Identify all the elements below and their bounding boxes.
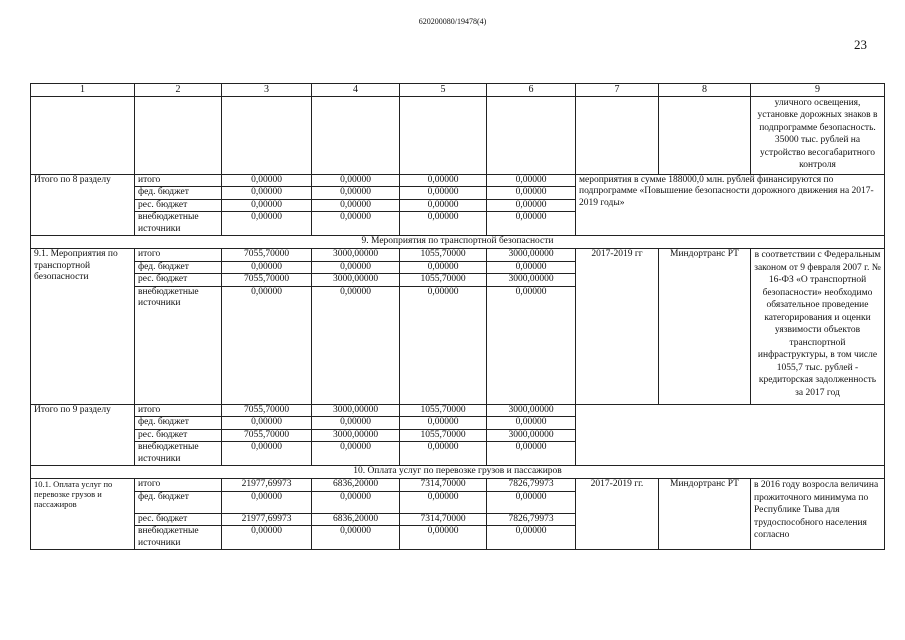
value-cell: 0,00000 (312, 187, 400, 200)
value-cell: 0,00000 (400, 187, 487, 200)
value-cell: 7055,70000 (222, 274, 312, 287)
value-cell: 0,00000 (487, 174, 576, 187)
header-cell: 8 (659, 84, 751, 97)
value-cell: 0,00000 (222, 491, 312, 513)
value-cell: 7314,70000 (400, 513, 487, 526)
value-cell: 0,00000 (312, 286, 400, 404)
value-cell: 0,00000 (222, 442, 312, 466)
section10-title: 10. Оплата услуг по перевозке грузов и пассажиров (31, 466, 885, 479)
table-row (31, 479, 885, 492)
value-cell: 0,00000 (312, 174, 400, 187)
header-cell: 1 (31, 84, 135, 97)
source-cell: внебюджетные источники (135, 442, 222, 466)
executor-cell: Миндортранс РТ (659, 479, 751, 550)
value-cell: 0,00000 (400, 417, 487, 430)
value-cell: 0,00000 (222, 261, 312, 274)
value-cell: 0,00000 (400, 286, 487, 404)
continuation-note: уличного освещения, установке дорожных знаков в подпрограмме безопасность. 35000 тыс. рублей на устройство весогабаритного контроля (751, 96, 885, 174)
value-cell: 3000,00000 (312, 404, 400, 417)
value-cell: 7055,70000 (222, 249, 312, 262)
value-cell: 0,00000 (312, 199, 400, 212)
value-cell: 0,00000 (312, 491, 400, 513)
source-cell: фед. бюджет (135, 187, 222, 200)
value-cell: 6836,20000 (312, 513, 400, 526)
value-cell: 3000,00000 (312, 429, 400, 442)
section-row (31, 466, 885, 479)
source-cell: рес. бюджет (135, 274, 222, 287)
value-cell: 3000,00000 (312, 249, 400, 262)
measure-label: 9.1. Мероприятия по транспортной безопасности (31, 249, 135, 405)
table-row (31, 174, 885, 187)
value-cell: 0,00000 (222, 526, 312, 550)
source-cell: внебюджетные источники (135, 526, 222, 550)
source-cell: рес. бюджет (135, 429, 222, 442)
measure-label: 10.1. Оплата услуг по перевозке грузов и пассажиров (31, 479, 135, 550)
header-row (31, 84, 885, 97)
value-cell: 0,00000 (222, 286, 312, 404)
budget-table (30, 83, 885, 550)
value-cell: 3000,00000 (487, 249, 576, 262)
value-cell: 0,00000 (222, 187, 312, 200)
value-cell: 0,00000 (222, 212, 312, 236)
value-cell: 0,00000 (400, 199, 487, 212)
value-cell: 0,00000 (222, 199, 312, 212)
document-id: 620200080/19478(4) (418, 17, 487, 26)
value-cell: 21977,69973 (222, 479, 312, 492)
header-cell: 4 (312, 84, 400, 97)
header-cell: 3 (222, 84, 312, 97)
source-cell: фед. бюджет (135, 491, 222, 513)
source-cell: итого (135, 404, 222, 417)
source-cell: итого (135, 249, 222, 262)
source-cell: рес. бюджет (135, 513, 222, 526)
measure-note: в 2016 году возросла величина прожиточного минимума по Республике Тыва для трудоспособного населения согласно (751, 479, 885, 550)
value-cell: 3000,00000 (487, 274, 576, 287)
value-cell: 6836,20000 (312, 479, 400, 492)
source-cell: фед. бюджет (135, 417, 222, 430)
header-cell: 9 (751, 84, 885, 97)
value-cell: 0,00000 (222, 174, 312, 187)
value-cell: 0,00000 (400, 442, 487, 466)
value-cell: 1055,70000 (400, 429, 487, 442)
source-cell: рес. бюджет (135, 199, 222, 212)
value-cell: 0,00000 (487, 261, 576, 274)
total8-note: мероприятия в сумме 188000,0 млн. рублей финансируются по подпрограмме «Повышение безопасности дорожного движения на 2017-2019 годы» (576, 174, 885, 236)
value-cell: 0,00000 (222, 417, 312, 430)
value-cell: 0,00000 (400, 491, 487, 513)
source-cell: фед. бюджет (135, 261, 222, 274)
value-cell: 0,00000 (400, 526, 487, 550)
value-cell: 0,00000 (312, 212, 400, 236)
value-cell: 0,00000 (312, 526, 400, 550)
value-cell: 3000,00000 (312, 274, 400, 287)
measure-note: в соответствии с Федеральным законом от 9 февраля 2007 г. № 16-ФЗ «О транспортной безопасности» необходимо обязательное проведение категорирования и оценки уязвимости объектов транспортной инфраструктуры, в том числе 1055,7 тыс. рублей - кредиторская задолженность за 2017 год (751, 249, 885, 405)
value-cell: 7826,79973 (487, 479, 576, 492)
period-cell: 2017-2019 гг (576, 249, 659, 405)
header-cell: 6 (487, 84, 576, 97)
value-cell: 7314,70000 (400, 479, 487, 492)
value-cell: 0,00000 (400, 174, 487, 187)
page-number: 23 (854, 37, 867, 52)
value-cell: 0,00000 (487, 526, 576, 550)
value-cell: 0,00000 (487, 286, 576, 404)
value-cell: 0,00000 (487, 491, 576, 513)
value-cell: 7055,70000 (222, 404, 312, 417)
value-cell: 1055,70000 (400, 274, 487, 287)
value-cell: 7826,79973 (487, 513, 576, 526)
header-cell: 5 (400, 84, 487, 97)
value-cell: 0,00000 (487, 417, 576, 430)
total9-label: Итого по 9 разделу (31, 404, 135, 466)
header-cell: 7 (576, 84, 659, 97)
total8-label: Итого по 8 разделу (31, 174, 135, 236)
section-row (31, 236, 885, 249)
table-row (31, 249, 885, 262)
value-cell: 1055,70000 (400, 404, 487, 417)
value-cell: 0,00000 (312, 261, 400, 274)
value-cell: 0,00000 (487, 199, 576, 212)
value-cell: 0,00000 (400, 212, 487, 236)
value-cell: 0,00000 (312, 442, 400, 466)
value-cell: 0,00000 (487, 212, 576, 236)
table-row (31, 404, 885, 417)
section9-title: 9. Мероприятия по транспортной безопасности (31, 236, 885, 249)
value-cell: 1055,70000 (400, 249, 487, 262)
executor-cell: Миндортранс РТ (659, 249, 751, 405)
value-cell: 21977,69973 (222, 513, 312, 526)
period-cell: 2017-2019 гг. (576, 479, 659, 550)
source-cell: итого (135, 479, 222, 492)
value-cell: 0,00000 (400, 261, 487, 274)
source-cell: внебюджетные источники (135, 212, 222, 236)
value-cell: 0,00000 (487, 442, 576, 466)
source-cell: итого (135, 174, 222, 187)
continuation-row (31, 96, 885, 174)
value-cell: 3000,00000 (487, 404, 576, 417)
header-cell: 2 (135, 84, 222, 97)
value-cell: 3000,00000 (487, 429, 576, 442)
source-cell: внебюджетные источники (135, 286, 222, 404)
value-cell: 7055,70000 (222, 429, 312, 442)
value-cell: 0,00000 (487, 187, 576, 200)
value-cell: 0,00000 (312, 417, 400, 430)
